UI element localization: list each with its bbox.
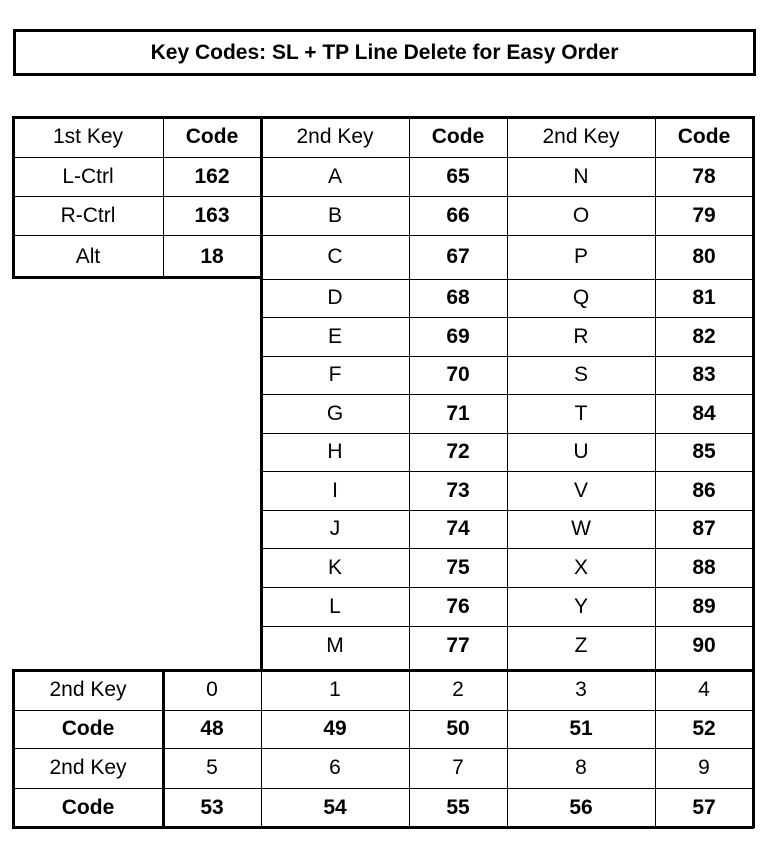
header-2nd-key: 2nd Key: [296, 125, 374, 148]
first-key-code: 162: [194, 164, 230, 188]
letter-code: 88: [692, 555, 716, 579]
digit-key: 9: [698, 756, 710, 779]
letter-code: 84: [692, 401, 716, 425]
grid-line: [261, 433, 753, 434]
letter-key: J: [329, 517, 341, 540]
letter-key: Q: [572, 286, 590, 309]
letter-code: 83: [692, 363, 716, 386]
letter-code: 73: [446, 478, 470, 502]
digit-code: 54: [323, 795, 347, 819]
letter-code: 90: [692, 633, 716, 657]
grid-line: [12, 276, 262, 279]
letter-code: 74: [446, 517, 470, 540]
grid-line: [13, 748, 753, 749]
grid-line: [261, 356, 753, 357]
digit-code: 53: [200, 795, 224, 819]
grid-line: [13, 710, 753, 711]
letter-code: 89: [692, 594, 716, 618]
grid-line: [261, 235, 753, 236]
grid-line: [12, 669, 754, 672]
letter-key: M: [326, 633, 344, 657]
grid-line: [13, 196, 261, 197]
letter-code: 79: [692, 203, 716, 227]
digit-code: 48: [200, 717, 224, 740]
title-text: Key Codes: SL + TP Line Delete for Easy Order: [150, 40, 619, 64]
grid-line: [261, 471, 753, 472]
letter-code: 66: [446, 203, 470, 227]
digit-key: 3: [575, 678, 587, 701]
first-key: L-Ctrl: [62, 164, 114, 188]
digit-row-label: 2nd Key: [49, 678, 127, 701]
page-title: [13, 29, 756, 76]
digit-code: 55: [446, 795, 470, 819]
grid-line: [261, 548, 753, 549]
letter-code: 82: [692, 324, 716, 348]
grid-line: [752, 116, 755, 828]
letter-key: L: [329, 594, 341, 618]
digit-key: 8: [575, 756, 587, 779]
first-key: Alt: [75, 245, 101, 268]
letter-code: 87: [692, 517, 716, 540]
digit-key: 7: [452, 756, 464, 779]
letter-key: I: [332, 478, 338, 502]
header-code: Code: [677, 125, 731, 148]
digit-code: 56: [569, 795, 593, 819]
letter-key: R: [573, 324, 589, 348]
letter-code: 67: [446, 245, 470, 268]
letter-key: C: [327, 245, 343, 268]
letter-code: 71: [446, 401, 470, 425]
digit-key: 4: [698, 678, 710, 701]
header-1st-key: 1st Key: [52, 125, 124, 148]
grid-line: [261, 279, 753, 280]
letter-key: D: [327, 286, 343, 309]
grid-line: [261, 317, 753, 318]
digit-code: 49: [323, 717, 347, 740]
letter-code: 80: [692, 245, 716, 268]
digit-code: 51: [569, 717, 593, 740]
letter-key: H: [327, 440, 343, 463]
digit-key: 0: [206, 678, 218, 701]
letter-code: 70: [446, 363, 470, 386]
grid-line: [12, 116, 15, 278]
letter-key: A: [327, 164, 342, 188]
letter-key: W: [571, 517, 591, 540]
grid-line: [261, 626, 753, 627]
letter-key: U: [573, 440, 589, 463]
letter-code: 85: [692, 440, 716, 463]
letter-code: 72: [446, 440, 470, 463]
letter-key: F: [328, 363, 342, 386]
grid-line: [13, 788, 753, 789]
letter-key: Y: [573, 594, 588, 618]
grid-line: [13, 235, 261, 236]
letter-key: G: [326, 401, 344, 425]
digit-row-label: Code: [61, 795, 115, 819]
grid-line: [12, 116, 754, 119]
letter-key: N: [573, 164, 589, 188]
letter-key: S: [573, 363, 588, 386]
grid-line: [261, 196, 753, 197]
letter-key: V: [573, 478, 588, 502]
letter-code: 68: [446, 286, 470, 309]
digit-key: 2: [452, 678, 464, 701]
grid-line: [261, 587, 753, 588]
letter-key: P: [573, 245, 588, 268]
digit-code: 50: [446, 717, 470, 740]
header-code: Code: [431, 125, 485, 148]
letter-code: 81: [692, 286, 716, 309]
grid-line: [13, 157, 753, 158]
letter-key: O: [572, 203, 590, 227]
grid-line: [163, 117, 164, 277]
first-key-code: 163: [194, 203, 230, 227]
digit-key: 5: [206, 756, 218, 779]
first-key: R-Ctrl: [60, 203, 116, 227]
letter-code: 69: [446, 324, 470, 348]
first-key-code: 18: [200, 245, 224, 268]
digit-key: 1: [329, 678, 341, 701]
letter-code: 65: [446, 164, 470, 188]
grid-line: [261, 394, 753, 395]
digit-code: 52: [692, 717, 716, 740]
header-2nd-key: 2nd Key: [542, 125, 620, 148]
letter-code: 78: [692, 164, 716, 188]
letter-key: K: [327, 555, 342, 579]
letter-key: T: [574, 401, 588, 425]
letter-code: 75: [446, 555, 470, 579]
header-code: Code: [185, 125, 239, 148]
letter-code: 76: [446, 594, 470, 618]
letter-key: X: [573, 555, 588, 579]
key-code-table: [13, 117, 753, 827]
digit-row-label: 2nd Key: [49, 756, 127, 779]
digit-code: 57: [692, 795, 716, 819]
letter-code: 86: [692, 478, 716, 502]
grid-line: [12, 826, 754, 829]
letter-key: E: [327, 324, 342, 348]
digit-key: 6: [329, 756, 341, 779]
grid-line: [261, 510, 753, 511]
letter-code: 77: [446, 633, 470, 657]
letter-key: B: [327, 203, 342, 227]
digit-row-label: Code: [61, 717, 115, 740]
letter-key: Z: [574, 633, 588, 657]
